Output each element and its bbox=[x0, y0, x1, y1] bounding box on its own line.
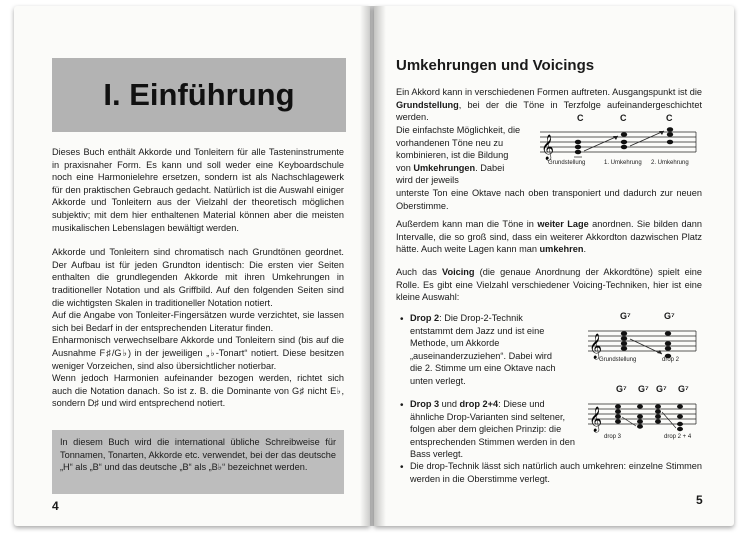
bold-term: Voicing bbox=[442, 267, 475, 277]
bold-term: umkehren bbox=[539, 244, 584, 255]
bold-term: Umkehrungen bbox=[413, 162, 476, 173]
paragraph: Wenn jedoch Harmonien aufeinander bezogen werden, richtet sich auch die Notation danach. So ist z. B. die Dominante von G♯ nicht E♭, sondern D♯ und wird entsprechend notiert. bbox=[52, 373, 344, 409]
wrap-paragraph bbox=[396, 124, 522, 187]
notation-label: drop 2 + 4 bbox=[664, 434, 692, 440]
notation-label: 1. Umkehrung bbox=[604, 160, 642, 166]
bold-term: Drop 2 bbox=[410, 313, 440, 323]
text: Die einfachste Möglichkeit, die vorhandenen Töne neu zu kombinieren, ist die Bildung von bbox=[396, 125, 521, 173]
staff-inversions bbox=[538, 124, 698, 164]
treble-clef-icon: 𝄞 bbox=[589, 407, 603, 432]
staff-drop2 bbox=[586, 323, 698, 361]
notation-label: 2. Umkehrung bbox=[651, 160, 689, 166]
paragraph-weite-lage bbox=[396, 218, 702, 256]
treble-clef-icon: 𝄞 bbox=[541, 135, 555, 160]
chapter-title: I. Einführung bbox=[103, 77, 295, 112]
bullet-icon: • bbox=[400, 314, 404, 325]
chord-symbol: G⁷ bbox=[620, 311, 631, 321]
page-number-left: 4 bbox=[52, 499, 59, 513]
chord-symbol: G⁷ bbox=[638, 384, 649, 394]
notation-label: Grundstellung bbox=[548, 160, 586, 166]
paragraph: Akkorde und Tonleitern sind chromatisch nach Grundtönen geordnet. Der Aufbau ist für jeden Grundton identisch: Die ersten vier Seiten enthalten die grundlegenden Akkorde mit ihren Umkehrungen in traditioneller Notation und als Griffbild. Auf den folgenden Seiten sind die wichtigsten Skalen in traditioneller Notation notiert. bbox=[52, 247, 344, 308]
paragraph-voicing bbox=[396, 266, 702, 304]
section-title: Umkehrungen und Voicings bbox=[396, 57, 595, 74]
left-page bbox=[14, 6, 370, 526]
text: : Diese und ähnliche Drop-Varianten sind seltener, folgen aber dem gleichen Prinzip: die entsprechenden Stimmen werden in den Bass verlegt. bbox=[410, 399, 575, 460]
bullet-drop3 bbox=[410, 398, 580, 461]
text: (die genaue Anordnung der Akkordtöne) spielt eine Rolle. Es gibt eine Vielzahl verschiedener Voicing-Techniken, hier ist eine kleine Auswahl: bbox=[396, 267, 703, 303]
chord-symbol: G⁷ bbox=[616, 384, 627, 394]
chapter-title-box bbox=[52, 58, 346, 132]
intro-paragraph bbox=[396, 86, 702, 124]
bold-term: weiter Lage bbox=[537, 219, 589, 229]
paragraph-rest: unterste Ton eine Oktave nach oben transponiert und dadurch zur neuen Oberstimme. bbox=[396, 188, 702, 211]
text: , bei der die Töne in Terzfolge aufeinandergeschichtet werden. bbox=[396, 99, 702, 123]
chord-symbol: G⁷ bbox=[678, 384, 689, 394]
notation-label: drop 2 bbox=[662, 357, 680, 363]
text: . Dabei wird der jeweils bbox=[396, 162, 505, 186]
text: Auch das bbox=[396, 267, 443, 277]
staff-drop3 bbox=[586, 396, 698, 436]
chord-symbol: C bbox=[577, 113, 584, 123]
text: Ein Akkord kann in verschiedenen Formen auftreten. Ausgangspunkt ist die bbox=[396, 87, 702, 97]
note-box: In diesem Buch wird die international übliche Schreibweise für Tonnamen, Tonarten, Akkorde etc. verwendet, bei der das deutsche „H“ als „B“ und das deutsche „B“ als „B♭“ bezeichnet werden. bbox=[52, 430, 344, 494]
page-number-right: 5 bbox=[696, 493, 703, 507]
text: und bbox=[439, 399, 460, 409]
bullet-drop2 bbox=[410, 312, 566, 388]
chord-symbol: C bbox=[666, 113, 673, 123]
chord-symbol: C bbox=[620, 113, 627, 123]
bold-term: Grundstellung bbox=[396, 99, 459, 110]
bold-term: drop 2+4 bbox=[459, 399, 499, 409]
paragraph: Dieses Buch enthält Akkorde und Tonleitern für alle Tasteninstrumente in praxisnaher Form. Es kann und soll weder eine Keyboardschule noch eine Harmonielehre ersetzen, sondern ist als Nachschlagewerk für den praktischen Gebrauch gedacht. Natürlich ist die Auswahl einiger Akkorde und Tonleitern aus der Vielzahl der theoretisch möglichen subjektiv; mit dem hier enthaltenen Material können aber die meisten musikalischen Lebenslagen bewältigt werden. bbox=[52, 147, 344, 233]
chord-symbol: G⁷ bbox=[664, 311, 675, 321]
bullet-icon: • bbox=[400, 462, 404, 473]
paragraph: Auf die Angabe von Tonleiter-Fingersätzen wurde verzichtet, sie lassen sich bei Bedarf in der entsprechenden Literatur finden. bbox=[52, 310, 344, 333]
bullet-inverse: Die drop-Technik lässt sich natürlich auch umkehren: einzelne Stimmen werden in die Oberstimme verlegt. bbox=[410, 461, 702, 484]
bold-term: Drop 3 bbox=[410, 399, 440, 409]
text: : Die Drop-2-Technik entstammt dem Jazz und ist eine Methode, um Akkorde „auseinanderzuziehen“. Dabei wird die 2. Stimme um eine Oktave nach unten verlegt. bbox=[410, 313, 556, 386]
notation-label: Grundstellung bbox=[599, 357, 637, 363]
text: anordnen. Sie bilden dann Intervalle, die so groß sind, dass ein weiterer Akkordton dazwischen Platz hätte. Auch weite Lagen kann man bbox=[396, 219, 702, 255]
bullet-icon: • bbox=[400, 400, 404, 411]
left-text bbox=[52, 146, 344, 410]
text: . bbox=[583, 244, 587, 255]
book-gutter bbox=[360, 6, 386, 526]
paragraph: Enharmonisch verwechselbare Akkorde und Tonleitern sind (bis auf die Ausnahme F♯/G♭) in der jeweiligen „♭-Tonart“ notiert. Diese besitzen weniger Vorzeichen, sind also übersichtlicher notierbar. bbox=[52, 335, 344, 371]
chord-symbol: G⁷ bbox=[656, 384, 667, 394]
text: Außerdem kann man die Töne in bbox=[396, 219, 538, 229]
treble-clef-icon: 𝄞 bbox=[589, 334, 603, 359]
notation-label: drop 3 bbox=[604, 434, 622, 440]
